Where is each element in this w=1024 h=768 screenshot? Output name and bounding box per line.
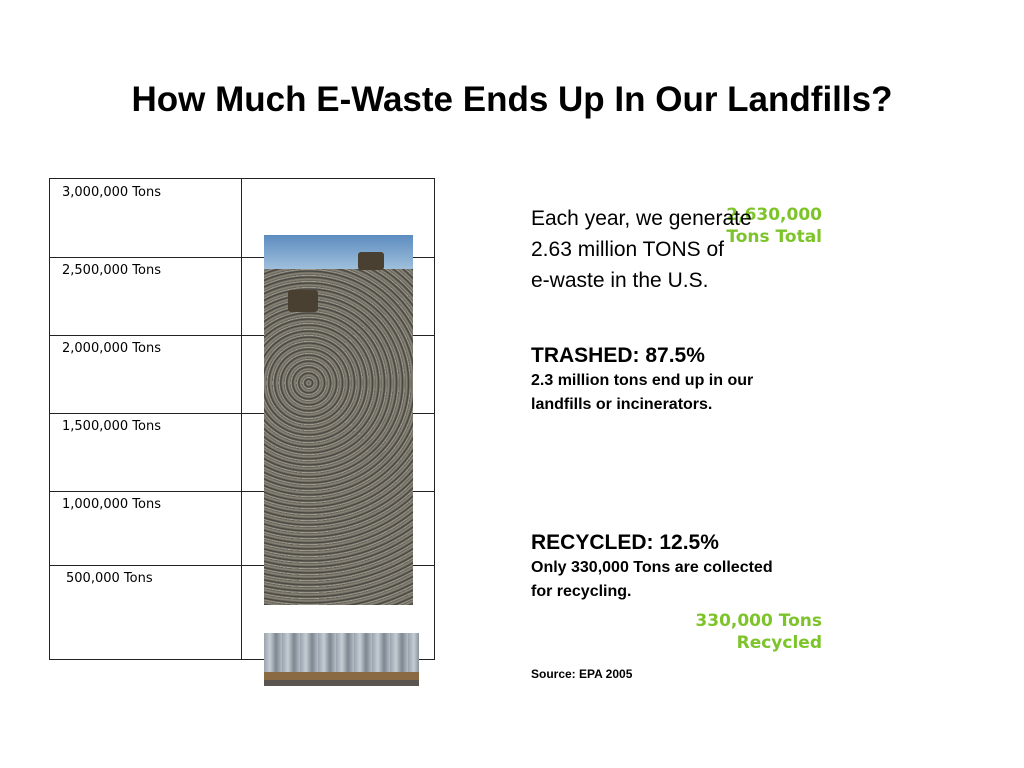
landfill-sky [264, 235, 413, 269]
trashed-line: 2.3 million tons end up in our [531, 372, 754, 389]
recycled-unit: Recycled [736, 633, 822, 653]
tick-label-500000: 500,000 Tons [66, 571, 153, 586]
trashed-section [531, 343, 851, 417]
tick-label-1000000: 1,000,000 Tons [62, 497, 161, 512]
tick-label-3000000: 3,000,000 Tons [62, 185, 161, 200]
tick-label-1500000: 1,500,000 Tons [62, 419, 161, 434]
trashed-line: landfills or incinerators. [531, 396, 713, 413]
intro-line: Each year, we generate [531, 207, 752, 230]
bulldozer-icon [288, 290, 318, 312]
recycled-data-label [695, 610, 822, 654]
pallet [264, 672, 419, 680]
trashed-heading: TRASHED: 87.5% [531, 344, 705, 367]
tick-label-2500000: 2,500,000 Tons [62, 263, 161, 278]
intro-line: e-waste in the U.S. [531, 269, 709, 292]
total-value: 2,630,000 [726, 205, 822, 225]
total-unit: Tons Total [726, 227, 822, 247]
page-title: How Much E-Waste Ends Up In Our Landfills? [131, 80, 893, 119]
bar-trashed-landfill-photo [264, 235, 413, 605]
bar-recycled-photo [264, 633, 419, 686]
tick-label-2000000: 2,000,000 Tons [62, 341, 161, 356]
recycled-line: for recycling. [531, 583, 632, 600]
recycled-section [531, 530, 851, 604]
recycled-heading: RECYCLED: 12.5% [531, 531, 719, 554]
bulldozer-icon [358, 252, 384, 270]
recycled-value: 330,000 Tons [695, 611, 822, 631]
floor [264, 680, 419, 686]
intro-text [531, 203, 831, 296]
scale-divider [241, 179, 242, 659]
intro-line: 2.63 million TONS of [531, 238, 724, 261]
source-note: Source: EPA 2005 [531, 667, 633, 681]
recycled-line: Only 330,000 Tons are collected [531, 559, 773, 576]
